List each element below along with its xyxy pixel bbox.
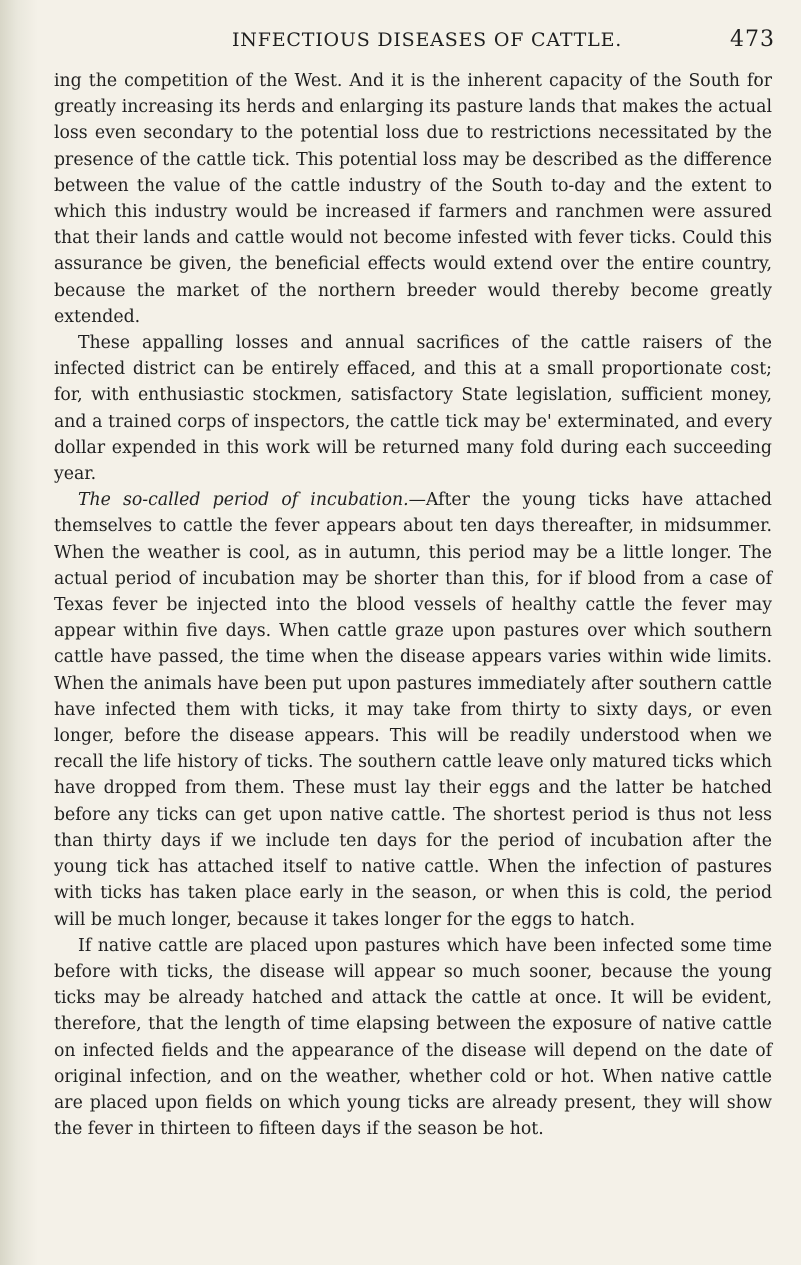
page-header bbox=[0, 27, 801, 67]
paragraph-2: These appalling losses and annual sacrifices of the cattle raisers of the infected district can be entirely effaced, and this at a small proportionate cost; for, with enthusiastic stockmen, satisfactory State legislation, sufficient money, and a trained corps of inspectors, the cattle tick may be' exterminated, and every dollar expended in this work will be returned many fold during each succeeding year. bbox=[54, 333, 772, 485]
paragraph-3-italic-lead: The so-called period of incubation. bbox=[78, 490, 409, 511]
paragraph-3 bbox=[54, 487, 772, 932]
paragraph-1: ing the competition of the West. And it is the inherent capacity of the South for greatly increasing its herds and enlarging its pasture lands that makes the actual loss even secondary to the potential loss due to restrictions necessitated by the presence of the cattle tick. This potential loss may be described as the difference between the value of the cattle industry of the South to-day and the extent to which this industry would be increased if farmers and ranchmen were assured that their lands and cattle would not become infested with fever ticks. Could this assurance be given, the beneficial effects would extend over the entire country, because the market of the northern breeder would thereby become greatly extended. bbox=[54, 71, 772, 327]
running-head: INFECTIOUS DISEASES OF CATTLE. bbox=[232, 29, 623, 51]
body-text bbox=[54, 68, 772, 1142]
paragraph-4: If native cattle are placed upon pastures which have been infected some time before with ticks, the disease will appear so much sooner, because the young ticks may be already hatched and attack the cattle at once. It will be evident, therefore, that the length of time elapsing between the exposure of native cattle on infected fields and the appearance of the disease will depend on the date of original infection, and on the weather, whether cold or hot. When native cattle are placed upon fields on which young ticks are already present, they will show the fever in thirteen to fifteen days if the season be hot. bbox=[54, 935, 772, 1140]
page-number: 473 bbox=[730, 27, 775, 52]
paragraph-3-body: —After the young ticks have attached themselves to cattle the fever appears about ten days thereafter, in midsummer. When the weather is cool, as in autumn, this period may be a little longer. The actual period of incubation may be shorter than this, for if blood from a case of Texas fever be injected into the blood vessels of healthy cattle the fever may appear within five days. When cattle graze upon pastures over which southern cattle have passed, the time when the disease appears varies within wide limits. When the animals have been put upon pastures immediately after southern cattle have infected them with ticks, it may take from thirty to sixty days, or even longer, before the disease appears. This will be readily understood when we recall the life history of ticks. The southern cattle leave only matured ticks which have dropped from them. These must lay their eggs and the latter be hatched before any ticks can get upon native cattle. The shortest period is thus not less than thirty days if we include ten days for the period of incubation after the young tick has attached itself to native cattle. When the infection of pastures with ticks has taken place early in the season, or when this is cold, the period will be much longer, because it takes longer for the eggs to hatch. bbox=[54, 490, 772, 930]
